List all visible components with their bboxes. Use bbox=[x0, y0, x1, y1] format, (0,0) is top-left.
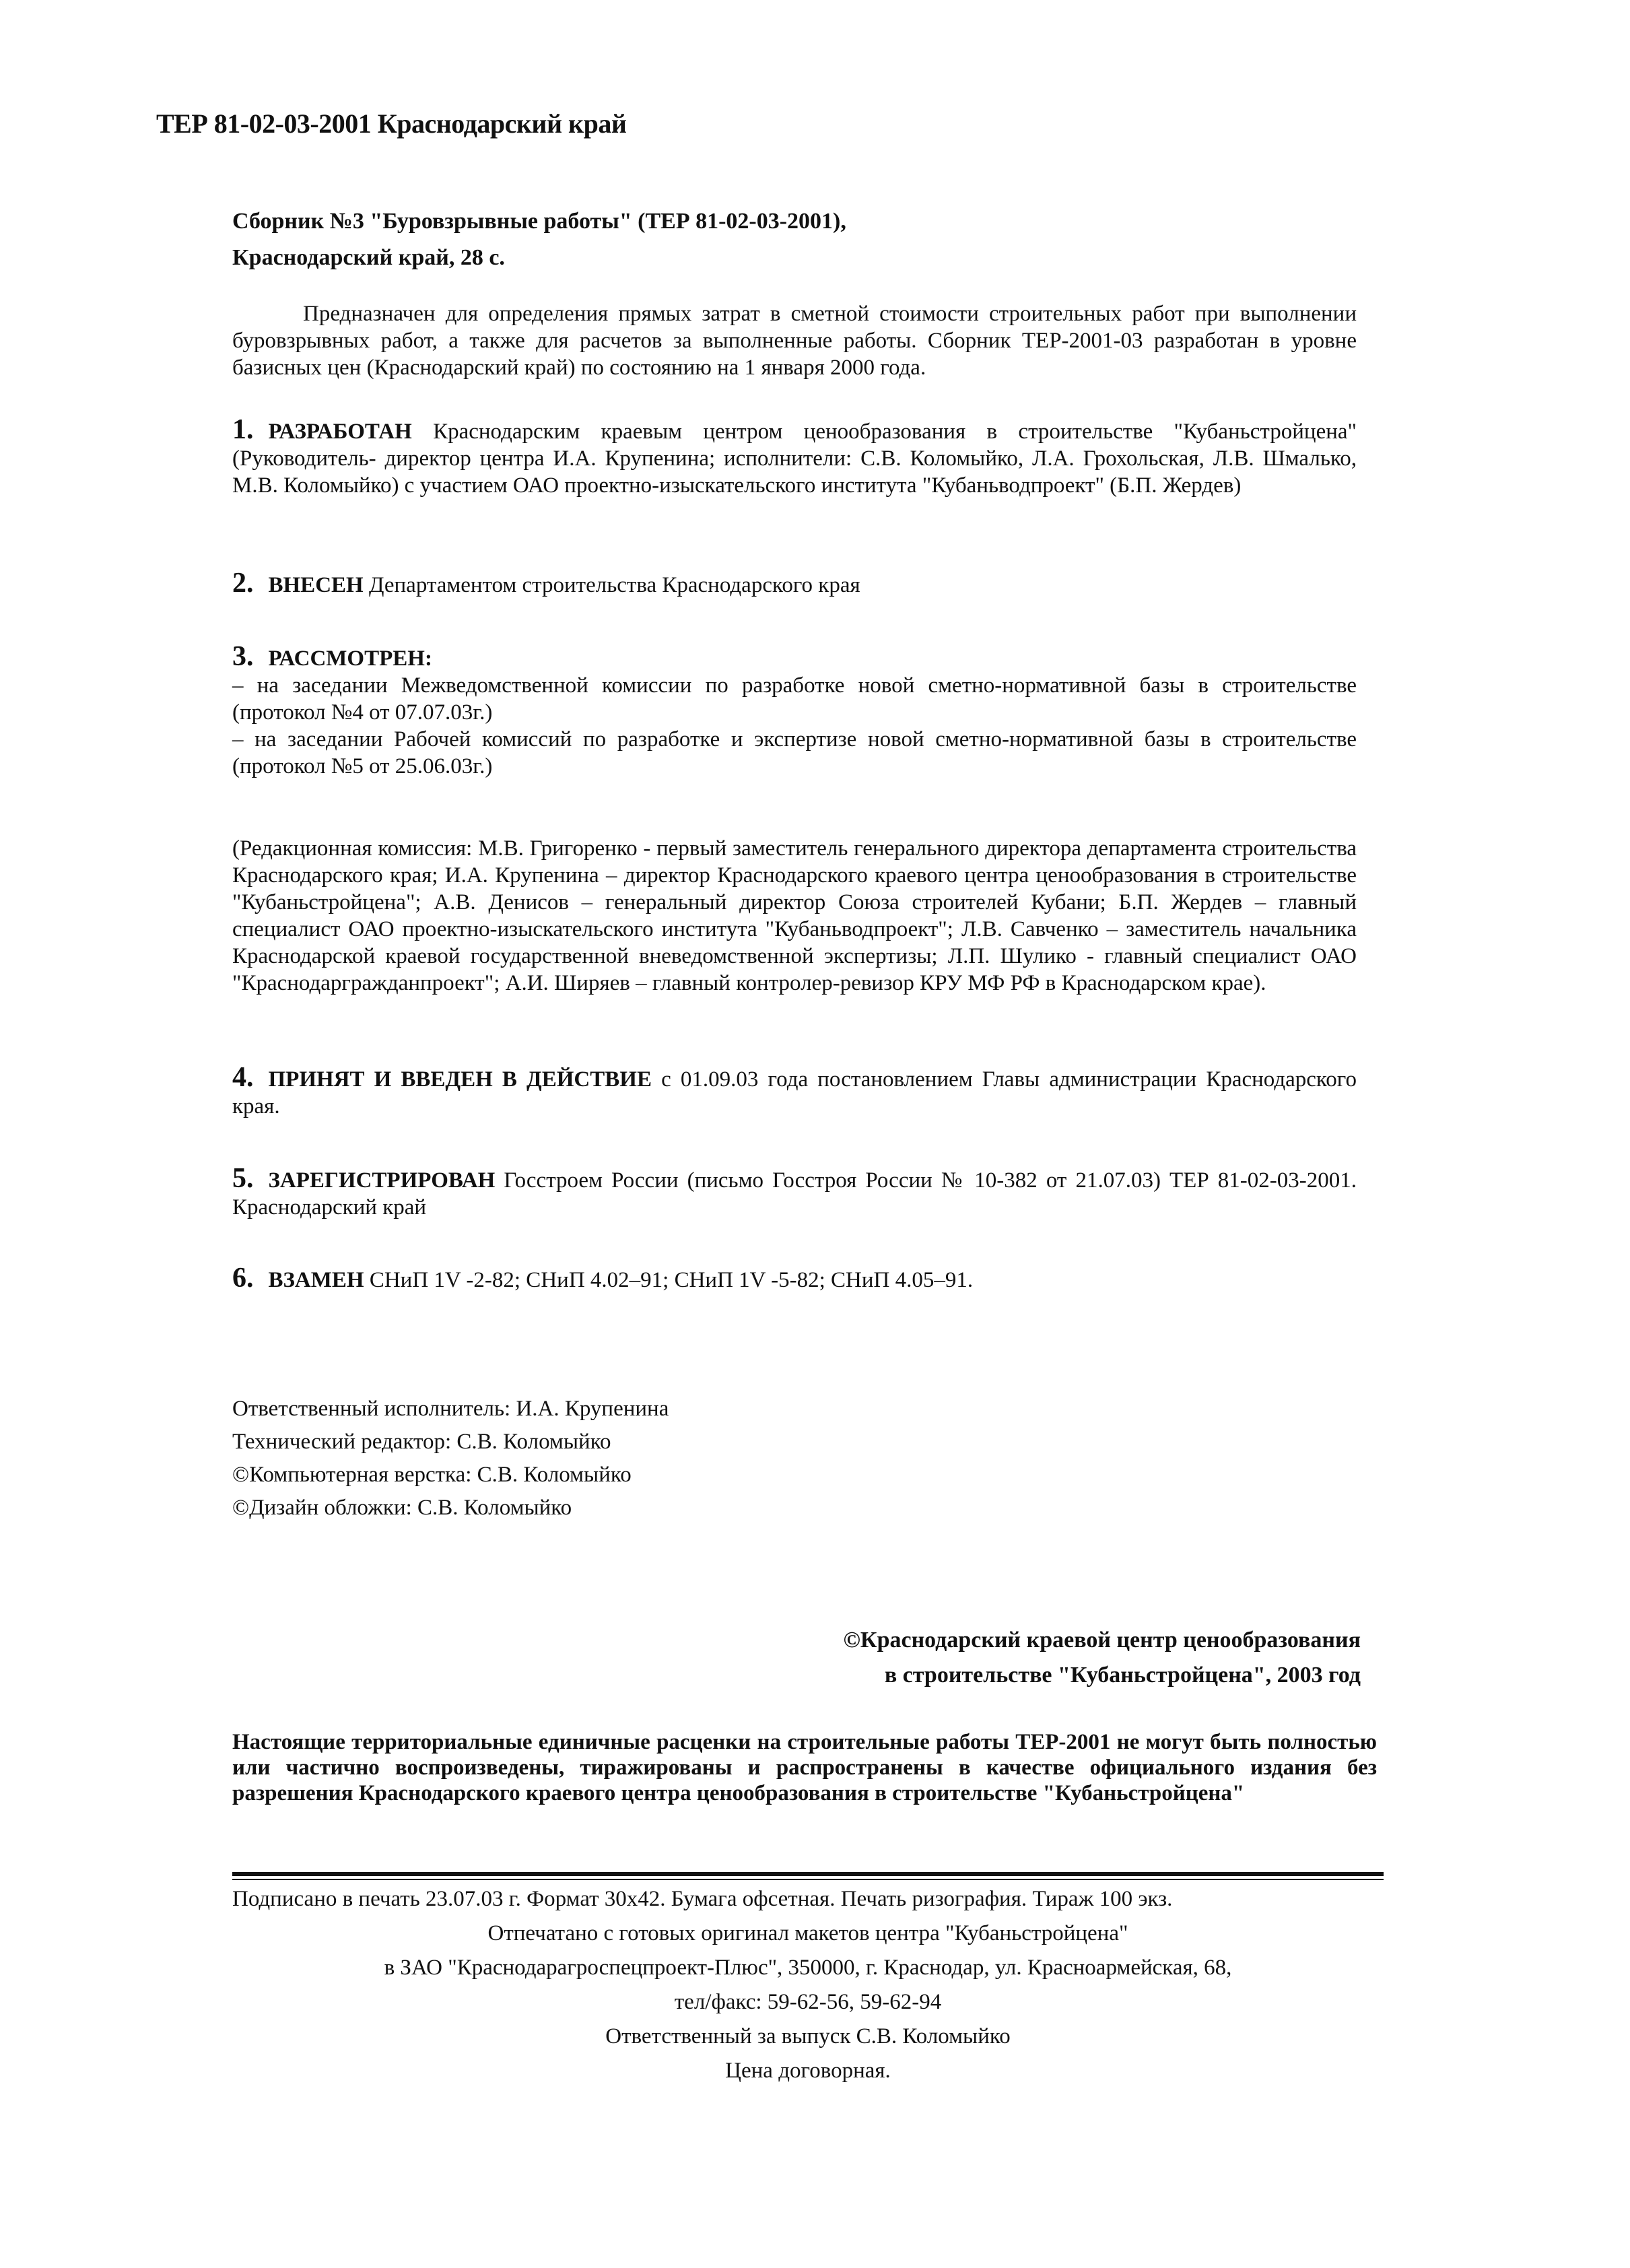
section-3 bbox=[232, 643, 1357, 780]
section-text: с 01.09.03 года постановлением Главы администрации Краснодарского края. bbox=[232, 1067, 1357, 1119]
section-number: 5. bbox=[232, 1163, 254, 1194]
imprint-line: Ответственный за выпуск С.В. Коломыйко bbox=[605, 2024, 1011, 2048]
collection-title bbox=[232, 203, 1357, 276]
editorial-commission: (Редакционная комиссия: М.В. Григоренко - первый заместитель генерального директора департамента строительства Краснодарского края; И.А. Крупенина – директор Краснодарского краевого центра ценообразования в строительстве "Кубаньстройцена"; А.В. Денисов – генеральный директор Союза строителей Кубани; Б.П. Жердев – главный специалист ОАО проектно-изыскательского института "Кубаньводпроект"; Л.В. Савченко – заместитель начальника Краснодарской краевой государственной вневедомственной экспертизы; Л.П. Шулико - главный специалист ОАО "Краснодаргражданпроект"; А.И. Ширяев – главный контролер-ревизор КРУ МФ РФ в Краснодарском крае). bbox=[232, 836, 1357, 995]
copyright-block bbox=[844, 1623, 1361, 1693]
section-1 bbox=[232, 416, 1357, 499]
section-2 bbox=[232, 570, 1357, 599]
section-keyword: ВЗАМЕН bbox=[268, 1268, 364, 1292]
section-3-item-2: – на заседании Рабочей комиссий по разработке и экспертизе новой сметно-нормативной базы в строительстве (протокол №5 от 25.06.03г.) bbox=[232, 727, 1357, 778]
section-text: Департаментом строительства Краснодарского края bbox=[363, 573, 860, 597]
section-keyword: ВНЕСЕН bbox=[268, 573, 364, 597]
section-text: СНиП 1V -2-82; СНиП 4.02–91; СНиП 1V -5-82; СНиП 4.05–91. bbox=[364, 1268, 974, 1292]
copyright-notice: Настоящие территориальные единичные расценки на строительные работы ТЕР-2001 не могут быть полностью или частично воспроизведены, тиражированы и распространены в качестве официального издания без разрешения Краснодарского краевого центра ценообразования в строительстве "Кубаньстройцена" bbox=[232, 1730, 1377, 1805]
imprint-line: Подписано в печать 23.07.03 г. Формат 30х42. Бумага офсетная. Печать ризография. Тираж 100 экз. bbox=[232, 1887, 1173, 1911]
imprint-line: Цена договорная. bbox=[725, 2059, 891, 2083]
divider-thin bbox=[232, 1879, 1384, 1880]
divider-thick bbox=[232, 1872, 1384, 1876]
imprint-line: тел/факс: 59-62-56, 59-62-94 bbox=[674, 1990, 942, 2014]
credit-line: ©Компьютерная верстка: С.В. Коломыйко bbox=[232, 1463, 632, 1487]
section-number: 1. bbox=[232, 414, 254, 445]
title-line-1: Сборник №3 "Буровзрывные работы" (ТЕР 81-02-03-2001), bbox=[232, 209, 846, 234]
section-keyword: ЗАРЕГИСТРИРОВАН bbox=[268, 1168, 496, 1193]
intro-paragraph: Предназначен для определения прямых затрат в сметной стоимости строительных работ при выполнении буровзрывных работ, а также для расчетов за выполненные работы. Сборник ТЕР-2001-03 разработан в уровне базисных цен (Краснодарский край) по состоянию на 1 января 2000 года. bbox=[232, 302, 1357, 380]
title-line-2: Краснодарский край, 28 с. bbox=[232, 245, 505, 270]
imprint-line: Отпечатано с готовых оригинал макетов центра "Кубаньстройцена" bbox=[487, 1921, 1128, 1945]
section-text: Краснодарским краевым центром ценообразования в строительстве "Кубаньстройцена" (Руководитель- директор центра И.А. Крупенина; исполнители: С.В. Коломыйко, Л.А. Грохольская, Л.В. Шмалько, М.В. Коломыйко) с участием ОАО проектно-изыскательского института "Кубаньводпроект" (Б.П. Жердев) bbox=[232, 420, 1357, 498]
credit-line: Ответственный исполнитель: И.А. Крупенина bbox=[232, 1397, 669, 1421]
page-header: ТЕР 81-02-03-2001 Краснодарский край bbox=[156, 108, 627, 139]
section-5 bbox=[232, 1165, 1357, 1221]
credits bbox=[232, 1393, 669, 1525]
copyright-line-1: ©Краснодарский краевой центр ценообразования bbox=[843, 1628, 1361, 1653]
imprint bbox=[232, 1882, 1384, 2088]
section-keyword: РАЗРАБОТАН bbox=[268, 420, 412, 444]
section-number: 4. bbox=[232, 1062, 254, 1093]
imprint-line: в ЗАО "Краснодарагроспецпроект-Плюс", 350000, г. Краснодар, ул. Красноармейская, 68, bbox=[384, 1956, 1232, 1980]
copyright-line-2: в строительстве "Кубаньстройцена", 2003 год bbox=[884, 1663, 1361, 1688]
section-keyword: ПРИНЯТ И ВВЕДЕН В ДЕЙСТВИЕ bbox=[268, 1067, 652, 1092]
section-3-item-1: – на заседании Межведомственной комиссии по разработке новой сметно-нормативной базы в строительстве (протокол №4 от 07.07.03г.) bbox=[232, 673, 1357, 725]
section-number: 2. bbox=[232, 568, 254, 599]
section-keyword: РАССМОТРЕН: bbox=[268, 646, 432, 671]
credit-line: ©Дизайн обложки: С.В. Коломыйко bbox=[232, 1496, 572, 1520]
section-number: 3. bbox=[232, 641, 254, 672]
credit-line: Технический редактор: С.В. Коломыйко bbox=[232, 1430, 611, 1454]
section-text: Госстроем России (письмо Госстроя России № 10-382 от 21.07.03) ТЕР 81-02-03-2001. Краснодарский край bbox=[232, 1168, 1357, 1220]
section-6 bbox=[232, 1265, 1357, 1294]
section-number: 6. bbox=[232, 1263, 254, 1294]
section-4 bbox=[232, 1064, 1357, 1120]
